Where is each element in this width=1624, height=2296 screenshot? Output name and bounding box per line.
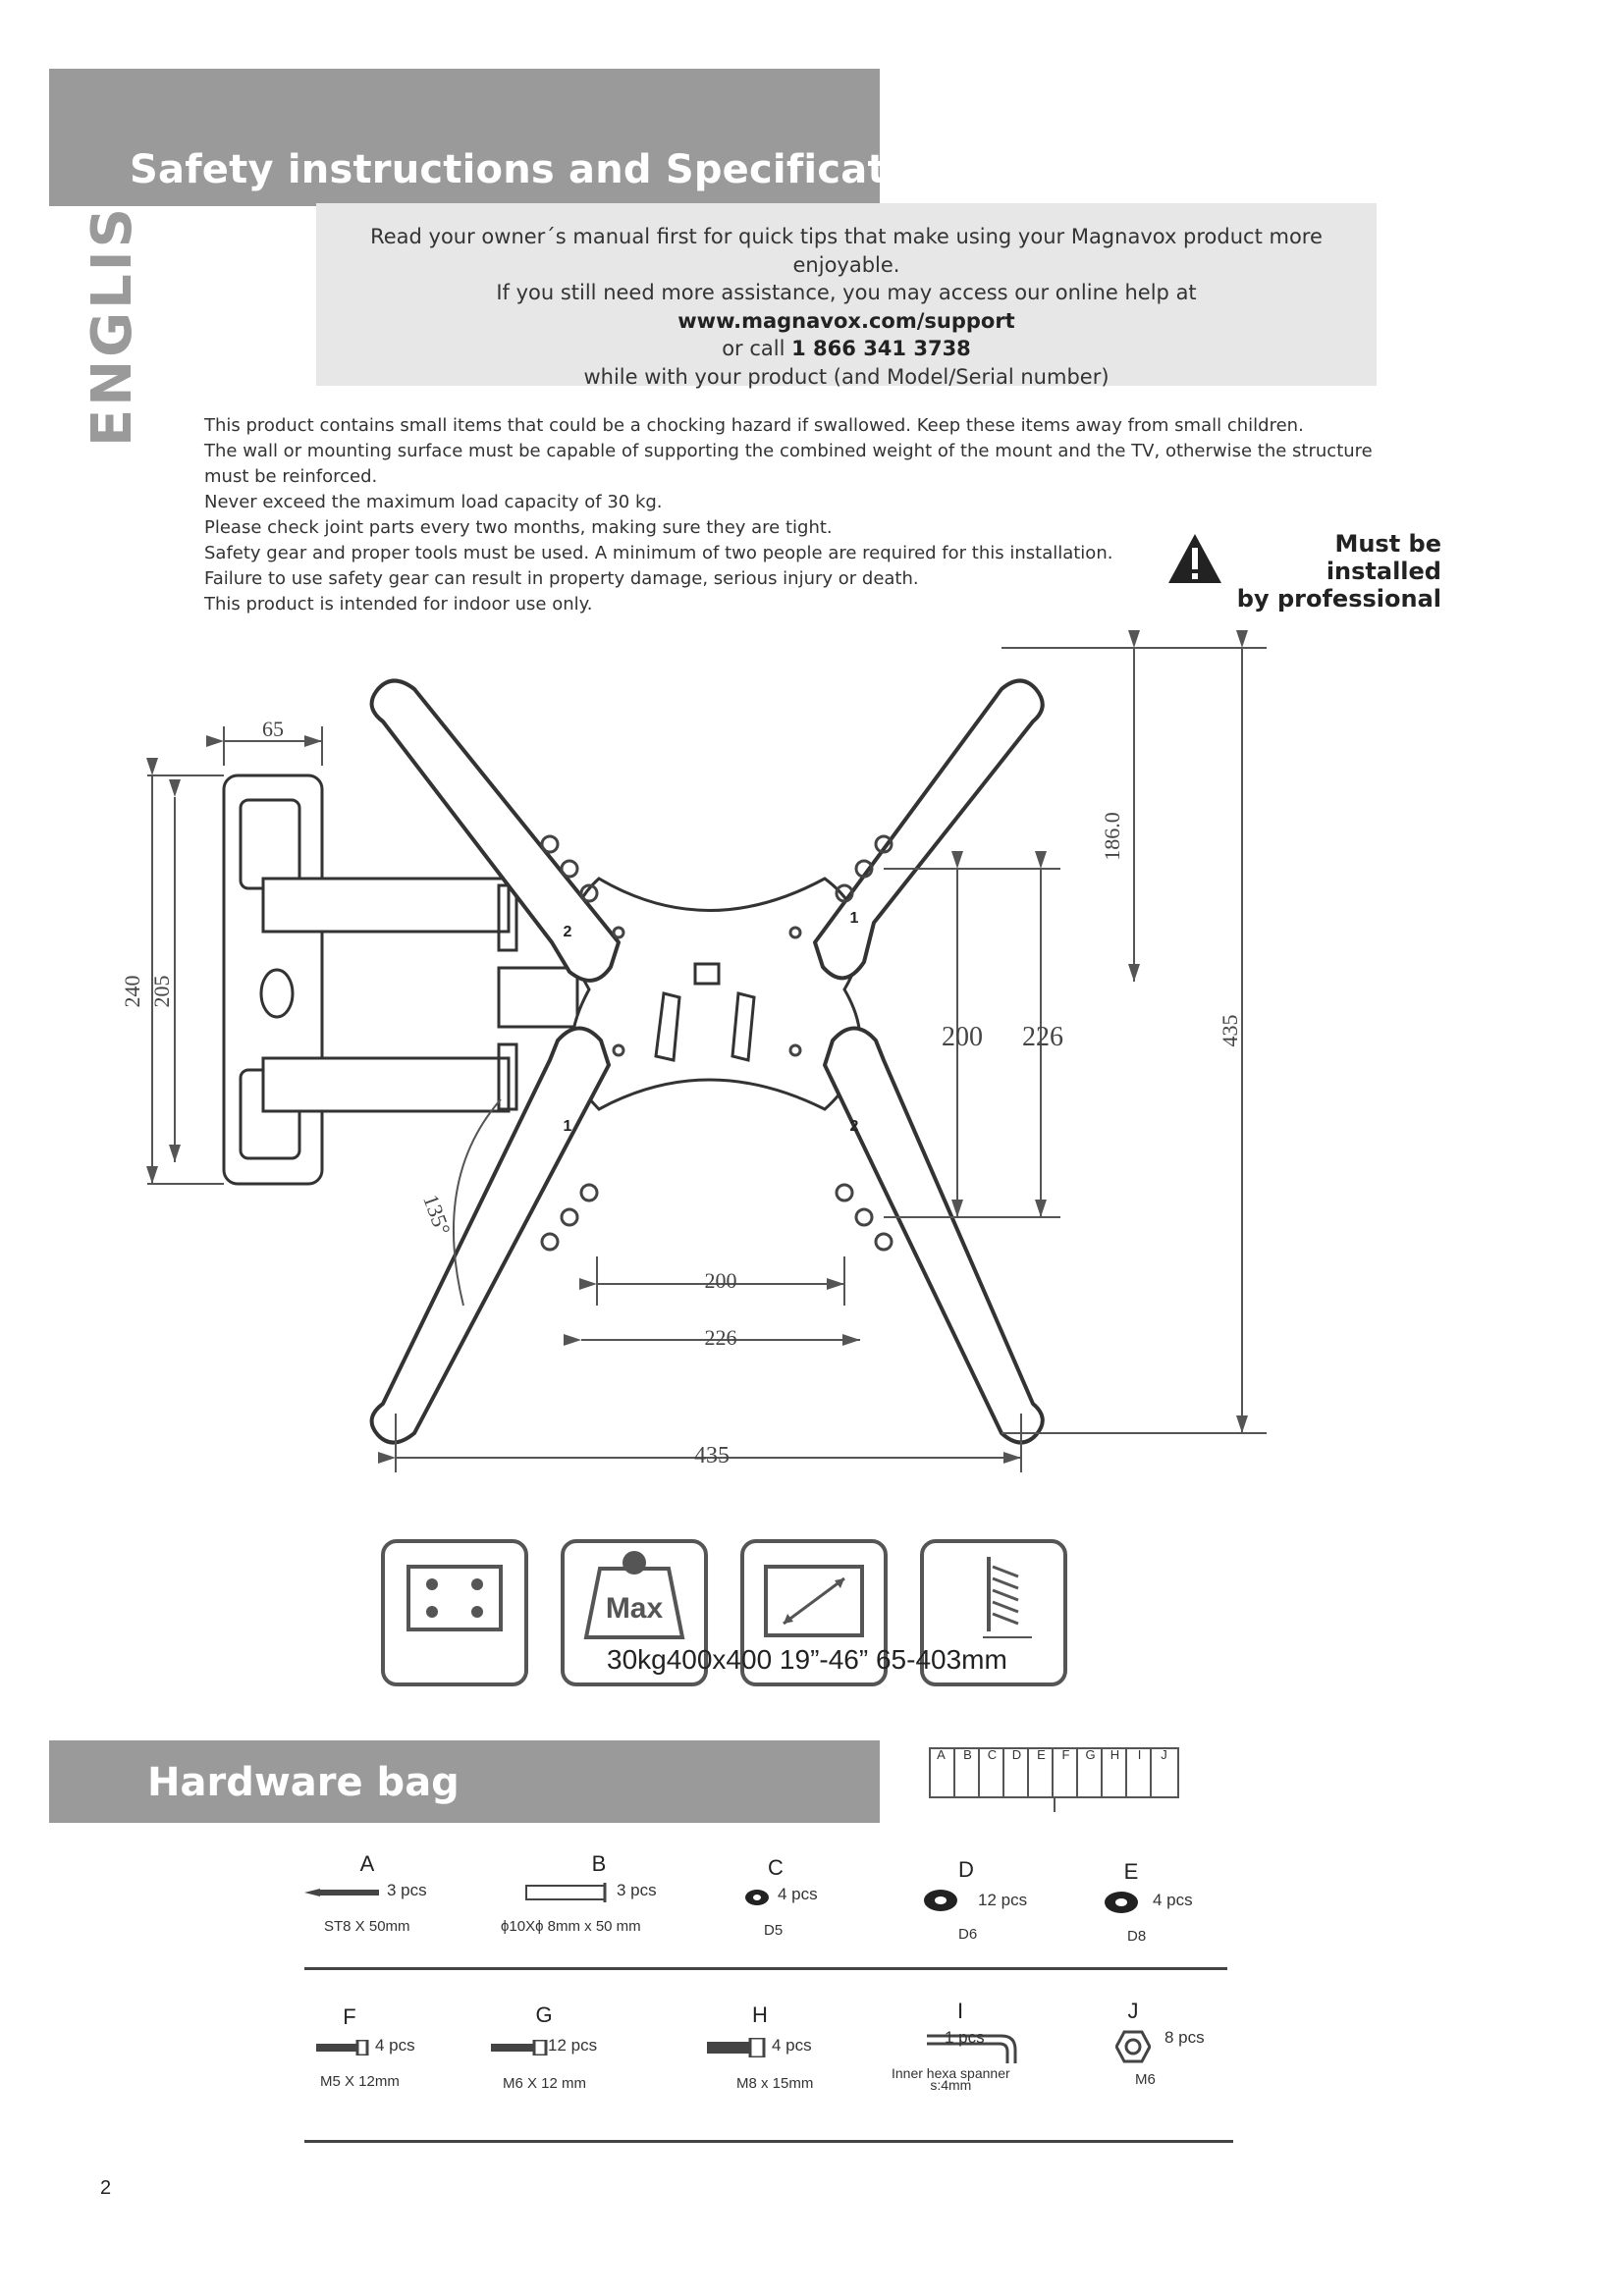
language-tab: ENGLISH xyxy=(81,156,144,447)
item-letter: B xyxy=(591,1851,607,1876)
item-letter: E xyxy=(1123,1859,1139,1884)
vesa-pattern-icon xyxy=(381,1539,528,1686)
support-call-prefix: or call xyxy=(722,337,792,360)
item-qty: 3 pcs xyxy=(387,1881,427,1899)
arm-label: 1 xyxy=(849,910,859,927)
bag-label: J xyxy=(1150,1747,1176,1798)
hardware-divider xyxy=(304,1967,1227,1970)
dim-205: 205 xyxy=(149,975,174,1008)
item-qty: 4 pcs xyxy=(1153,1891,1193,1909)
hardware-item-f xyxy=(316,2004,434,2103)
hardware-bag-diagram xyxy=(929,1747,1184,1816)
dim-200-horizontal: 200 xyxy=(704,1268,737,1293)
safety-line: This product contains small items that could be a chocking hazard if swallowed. Keep these items away from small children. xyxy=(204,415,1304,436)
dim-65: 65 xyxy=(262,717,284,741)
wall-plate xyxy=(224,775,322,1184)
hardware-item-c xyxy=(738,1855,846,1953)
bag-label: G xyxy=(1076,1747,1103,1798)
hardware-item-j xyxy=(1113,1999,1221,2097)
support-box xyxy=(316,203,1377,389)
bag-label: B xyxy=(953,1747,980,1798)
hardware-item-a xyxy=(304,1851,432,1949)
item-qty: 4 pcs xyxy=(375,2036,415,2055)
center-plate xyxy=(571,879,860,1109)
hardware-item-h xyxy=(707,2002,844,2101)
item-spec-line: Inner hexa spanner xyxy=(892,2065,1010,2081)
bolt-icon xyxy=(707,2038,768,2057)
hardware-item-b xyxy=(501,1851,668,1949)
professional-warning xyxy=(1166,528,1441,613)
item-spec: D6 xyxy=(958,1926,978,1943)
warning-line-1: Must be installed xyxy=(1326,530,1441,585)
bag-label: D xyxy=(1002,1747,1029,1798)
item-qty: 1 pcs xyxy=(945,2028,985,2047)
item-qty: 8 pcs xyxy=(1164,2028,1205,2047)
max-label: Max xyxy=(605,1592,664,1625)
dim-435-horizontal: 435 xyxy=(694,1443,730,1468)
hardware-item-i xyxy=(884,1999,1041,2107)
support-line-1: Read your owner´s manual first for quick tips that make using your Magnavox product more enjoyable. xyxy=(370,225,1323,277)
dim-226-vertical: 226 xyxy=(1022,1022,1063,1052)
page-number: 2 xyxy=(100,2177,112,2199)
warning-line-2: by professional xyxy=(1236,585,1441,613)
item-spec: ST8 X 50mm xyxy=(324,1918,410,1935)
bag-label: H xyxy=(1101,1747,1127,1798)
bag-label: F xyxy=(1052,1747,1078,1798)
dim-200-vertical: 200 xyxy=(942,1022,983,1052)
swing-arm-lower xyxy=(263,1058,509,1111)
washer-icon xyxy=(744,1889,770,1906)
bag-label: E xyxy=(1027,1747,1054,1798)
page-title: Safety instructions and Specifications xyxy=(130,147,980,192)
item-spec-line: s:4mm xyxy=(930,2077,972,2093)
item-spec: ϕ10Xϕ 8mm x 50 mm xyxy=(501,1918,641,1935)
bolt-icon xyxy=(316,2040,371,2056)
item-letter: G xyxy=(535,2002,553,2027)
warning-triangle-icon xyxy=(1166,532,1223,585)
bracket-top-left xyxy=(372,681,619,981)
bracket-bottom-right xyxy=(825,1029,1043,1443)
hardware-item-e xyxy=(1104,1859,1221,1957)
mount-technical-drawing xyxy=(98,628,1316,1492)
dim-186: 186.0 xyxy=(1100,812,1124,861)
item-spec: D5 xyxy=(764,1922,784,1939)
dim-240: 240 xyxy=(120,975,144,1008)
safety-line: This product is intended for indoor use only. xyxy=(204,594,593,614)
arm-label: 2 xyxy=(849,1118,859,1135)
wall-anchor-icon xyxy=(524,1883,613,1902)
item-letter: H xyxy=(752,2002,768,2027)
bag-label: I xyxy=(1125,1747,1152,1798)
safety-line: The wall or mounting surface must be capable of supporting the combined weight of the mount and the TV, otherwise the structure must be reinforced. xyxy=(204,441,1373,487)
item-letter: J xyxy=(1127,1999,1139,2023)
safety-line: Never exceed the maximum load capacity of 30 kg. xyxy=(204,492,663,512)
washer-icon xyxy=(923,1889,958,1912)
item-letter: D xyxy=(958,1857,974,1882)
dim-435-vertical: 435 xyxy=(1218,1014,1242,1047)
item-qty: 12 pcs xyxy=(978,1891,1028,1909)
item-spec: M5 X 12mm xyxy=(320,2073,400,2090)
washer-icon xyxy=(1104,1891,1139,1914)
item-spec: M8 x 15mm xyxy=(736,2075,814,2092)
dim-226-horizontal: 226 xyxy=(704,1325,737,1350)
item-letter: A xyxy=(359,1851,375,1876)
bracket-top-right xyxy=(815,681,1043,979)
item-spec: M6 xyxy=(1135,2071,1156,2088)
swing-arm-upper xyxy=(263,879,509,932)
item-qty: 4 pcs xyxy=(772,2036,812,2055)
item-letter: F xyxy=(343,2004,356,2029)
bag-label: C xyxy=(978,1747,1004,1798)
safety-line: Please check joint parts every two months, making sure they are tight. xyxy=(204,517,833,538)
item-qty: 4 pcs xyxy=(778,1885,818,1903)
spec-summary: 30kg400x400 19”-46” 65-403mm xyxy=(607,1644,1007,1675)
support-url[interactable]: www.magnavox.com/support xyxy=(677,308,1015,333)
hardware-divider xyxy=(304,2140,1233,2143)
item-spec: D8 xyxy=(1127,1928,1147,1945)
item-letter: I xyxy=(956,1999,964,2023)
item-qty: 12 pcs xyxy=(548,2036,598,2055)
dim-135: 135° xyxy=(418,1191,456,1239)
safety-line: Safety gear and proper tools must be used. A minimum of two people are required for this installation. xyxy=(204,543,1113,563)
arm-label: 2 xyxy=(563,924,572,940)
item-spec xyxy=(892,2067,1010,2091)
item-qty: 3 pcs xyxy=(617,1881,657,1899)
hex-nut-icon xyxy=(1115,2030,1151,2063)
support-line-5: while with your product (and Model/Serial number) xyxy=(583,364,1110,389)
support-line-2: If you still need more assistance, you may access our online help at xyxy=(496,281,1197,304)
hardware-title: Hardware bag xyxy=(147,1760,460,1805)
item-letter: C xyxy=(768,1855,784,1880)
support-phone: 1 866 341 3738 xyxy=(791,337,971,360)
arm-label: 1 xyxy=(563,1118,572,1135)
wood-screw-icon xyxy=(304,1885,383,1900)
item-spec: M6 X 12 mm xyxy=(503,2075,587,2092)
hardware-item-d xyxy=(923,1857,1051,1955)
safety-line: Failure to use safety gear can result in property damage, serious injury or death. xyxy=(204,568,919,589)
bolt-icon xyxy=(491,2040,550,2056)
bag-label: A xyxy=(937,1747,946,1762)
hardware-item-g xyxy=(491,2002,628,2101)
